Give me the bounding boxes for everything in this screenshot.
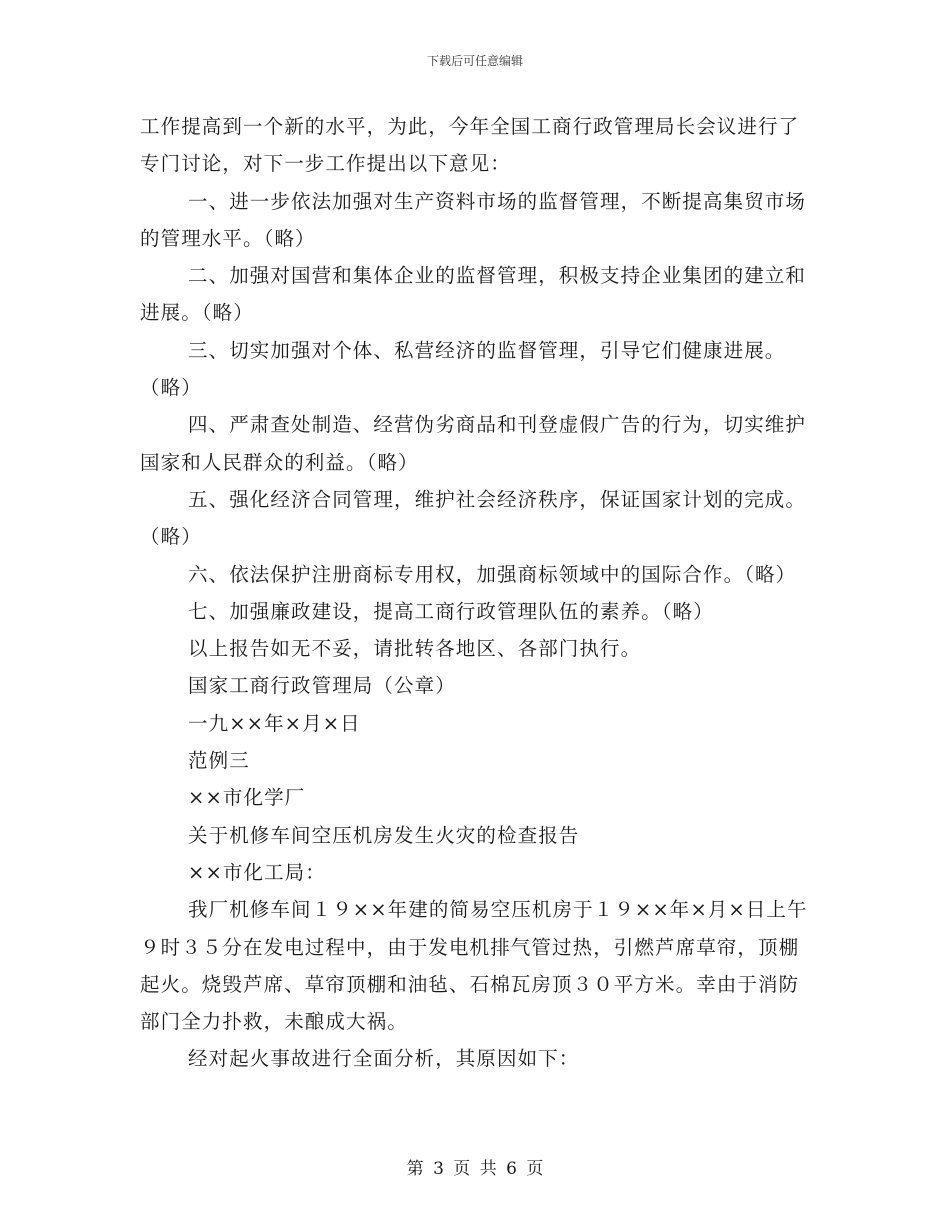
paragraph: 五、强化经济合同管理，维护社会经济秩序，保证国家计划的完成。（略） [140, 487, 807, 549]
paragraph: 以上报告如无不妥，请批转各地区、各部门执行。 [188, 637, 642, 661]
paragraph: 六、依法保护注册商标专用权，加强商标领域中的国际合作。（略） [188, 562, 797, 586]
paragraph: 我厂机修车间１９××年建的简易空压机房于１９××年×月×日上午９时３５分在发电过程中，由于发电机排气管过热，引燃芦席草帘，顶棚起火。烧毁芦席、草帘顶棚和油毡、石棉瓦房顶３０平方米。幸由于消防部门全力扑救，未酿成大祸。 [140, 898, 808, 1034]
paragraph: 四、严肃查处制造、经营伪劣商品和刊登虚假广告的行为，切实维护国家和人民群众的利益。（略） [140, 413, 807, 474]
paragraph: 七、加强廉政建设，提高工商行政管理队伍的素养。（略） [188, 599, 714, 623]
recipient: ××市化工局： [188, 860, 326, 884]
paragraph: 三、切实加强对个体、私营经济的监督管理，引导它们健康进展。（略） [140, 338, 786, 400]
document-body [140, 108, 810, 1078]
report-title: 关于机修车间空压机房发生火灾的检查报告 [188, 823, 580, 847]
signature-date: 一九××年×月×日 [188, 711, 361, 735]
issuer: ××市化学厂 [188, 786, 306, 810]
signature-org: 国家工商行政管理局（公章） [188, 674, 456, 698]
paragraph: 经对起火事故进行全面分析，其原因如下： [188, 1047, 580, 1071]
paragraph: 工作提高到一个新的水平，为此，今年全国工商行政管理局长会议进行了专门讨论，对下一步工作提出以下意见： [140, 115, 800, 176]
paragraph: 一、进一步依法加强对生产资料市场的监督管理，不断提高集贸市场的管理水平。（略） [140, 189, 807, 250]
section-title: 范例三 [188, 749, 250, 773]
page-footer: 第 3 页 共 6 页 [406, 1159, 544, 1179]
paragraph: 二、加强对国营和集体企业的监督管理，积极支持企业集团的建立和进展。（略） [140, 264, 807, 325]
page-header: 下载后可任意编辑 [426, 54, 523, 68]
